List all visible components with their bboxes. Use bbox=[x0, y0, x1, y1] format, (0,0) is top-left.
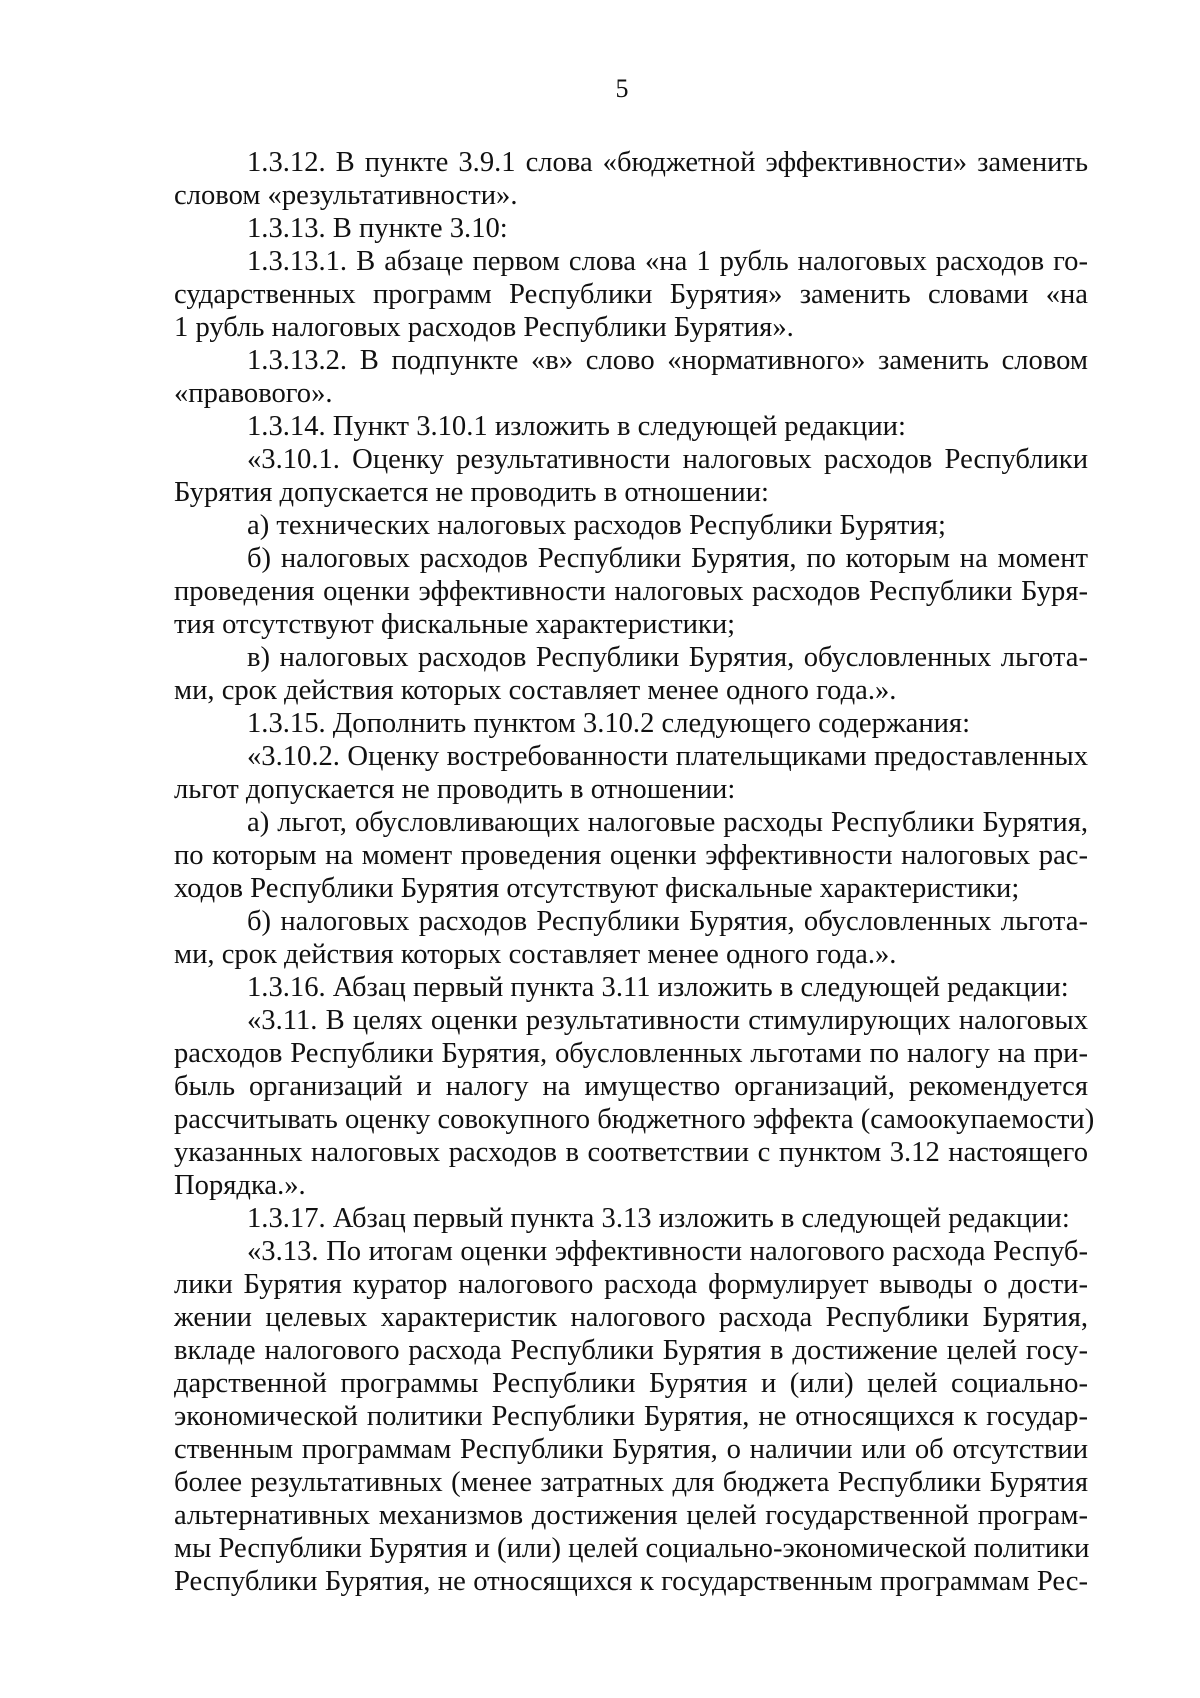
text-line: «3.10.2. Оценку востребованности плательщиками предоставленных bbox=[247, 741, 1088, 772]
text-line: альтернативных механизмов достижения целей государственной програм- bbox=[174, 1500, 1088, 1531]
text-line: 1.3.13. В пункте 3.10: bbox=[247, 213, 508, 244]
text-line: «3.13. По итогам оценки эффективности налогового расхода Респуб- bbox=[247, 1236, 1088, 1267]
text-line: а) льгот, обусловливающих налоговые расходы Республики Бурятия, bbox=[247, 807, 1088, 838]
text-line: в) налоговых расходов Республики Бурятия, обусловленных льгота- bbox=[247, 642, 1088, 673]
text-line: 1.3.12. В пункте 3.9.1 слова «бюджетной эффективности» заменить bbox=[247, 147, 1088, 178]
text-line: Порядка.». bbox=[174, 1170, 306, 1201]
text-line: «3.11. В целях оценки результативности стимулирующих налоговых bbox=[247, 1005, 1088, 1036]
text-line: дарственной программы Республики Бурятия и (или) целей социально- bbox=[174, 1368, 1088, 1399]
text-line: «3.10.1. Оценку результативности налоговых расходов Республики bbox=[247, 444, 1088, 475]
text-line: рассчитывать оценку совокупного бюджетного эффекта (самоокупаемости) bbox=[174, 1104, 1095, 1135]
text-line: быль организаций и налогу на имущество организаций, рекомендуется bbox=[174, 1071, 1088, 1102]
text-line: б) налоговых расходов Республики Бурятия, по которым на момент bbox=[247, 543, 1088, 574]
text-line: льгот допускается не проводить в отношении: bbox=[174, 774, 736, 805]
text-line: ми, срок действия которых составляет менее одного года.». bbox=[174, 675, 897, 706]
text-line: 1.3.13.1. В абзаце первом слова «на 1 рубль налоговых расходов го- bbox=[247, 246, 1088, 277]
text-line: по которым на момент проведения оценки эффективности налоговых рас- bbox=[174, 840, 1088, 871]
text-line: экономической политики Республики Бурятия, не относящихся к государ- bbox=[174, 1401, 1088, 1432]
text-line: жении целевых характеристик налогового расхода Республики Бурятия, bbox=[174, 1302, 1088, 1333]
text-line: ходов Республики Бурятия отсутствуют фискальные характеристики; bbox=[174, 873, 1020, 904]
text-line: 1.3.17. Абзац первый пункта 3.13 изложить в следующей редакции: bbox=[247, 1203, 1070, 1234]
text-line: «правового». bbox=[174, 378, 333, 409]
text-line: 1.3.15. Дополнить пунктом 3.10.2 следующего содержания: bbox=[247, 708, 971, 739]
text-line: лики Бурятия куратор налогового расхода формулирует выводы о дости- bbox=[174, 1269, 1088, 1300]
text-line: Республики Бурятия, не относящихся к государственным программам Рес- bbox=[174, 1566, 1088, 1597]
text-line: проведения оценки эффективности налоговых расходов Республики Буря- bbox=[174, 576, 1088, 607]
text-line: 1.3.14. Пункт 3.10.1 изложить в следующей редакции: bbox=[247, 411, 906, 442]
text-line: 1 рубль налоговых расходов Республики Бурятия». bbox=[174, 312, 794, 343]
text-line: расходов Республики Бурятия, обусловленных льготами по налогу на при- bbox=[174, 1038, 1088, 1069]
text-line: тия отсутствуют фискальные характеристики; bbox=[174, 609, 736, 640]
text-line: мы Республики Бурятия и (или) целей социально-экономической политики bbox=[174, 1533, 1090, 1564]
text-line: а) технических налоговых расходов Республики Бурятия; bbox=[247, 510, 946, 541]
text-line: вкладе налогового расхода Республики Бурятия в достижение целей госу- bbox=[174, 1335, 1088, 1366]
text-line: б) налоговых расходов Республики Бурятия, обусловленных льгота- bbox=[247, 906, 1088, 937]
text-line: сударственных программ Республики Бурятия» заменить словами «на bbox=[174, 279, 1088, 310]
text-line: 1.3.13.2. В подпункте «в» слово «нормативного» заменить словом bbox=[247, 345, 1088, 376]
text-line: указанных налоговых расходов в соответствии с пунктом 3.12 настоящего bbox=[174, 1137, 1088, 1168]
text-line: ми, срок действия которых составляет менее одного года.». bbox=[174, 939, 897, 970]
page-number: 5 bbox=[615, 74, 629, 103]
document-body bbox=[174, 146, 1095, 1598]
text-line: Бурятия допускается не проводить в отношении: bbox=[174, 477, 769, 508]
text-line: более результативных (менее затратных для бюджета Республики Бурятия bbox=[174, 1467, 1088, 1498]
text-line: словом «результативности». bbox=[174, 180, 518, 211]
text-line: 1.3.16. Абзац первый пункта 3.11 изложить в следующей редакции: bbox=[247, 972, 1069, 1003]
text-line: ственным программам Республики Бурятия, о наличии или об отсутствии bbox=[174, 1434, 1088, 1465]
